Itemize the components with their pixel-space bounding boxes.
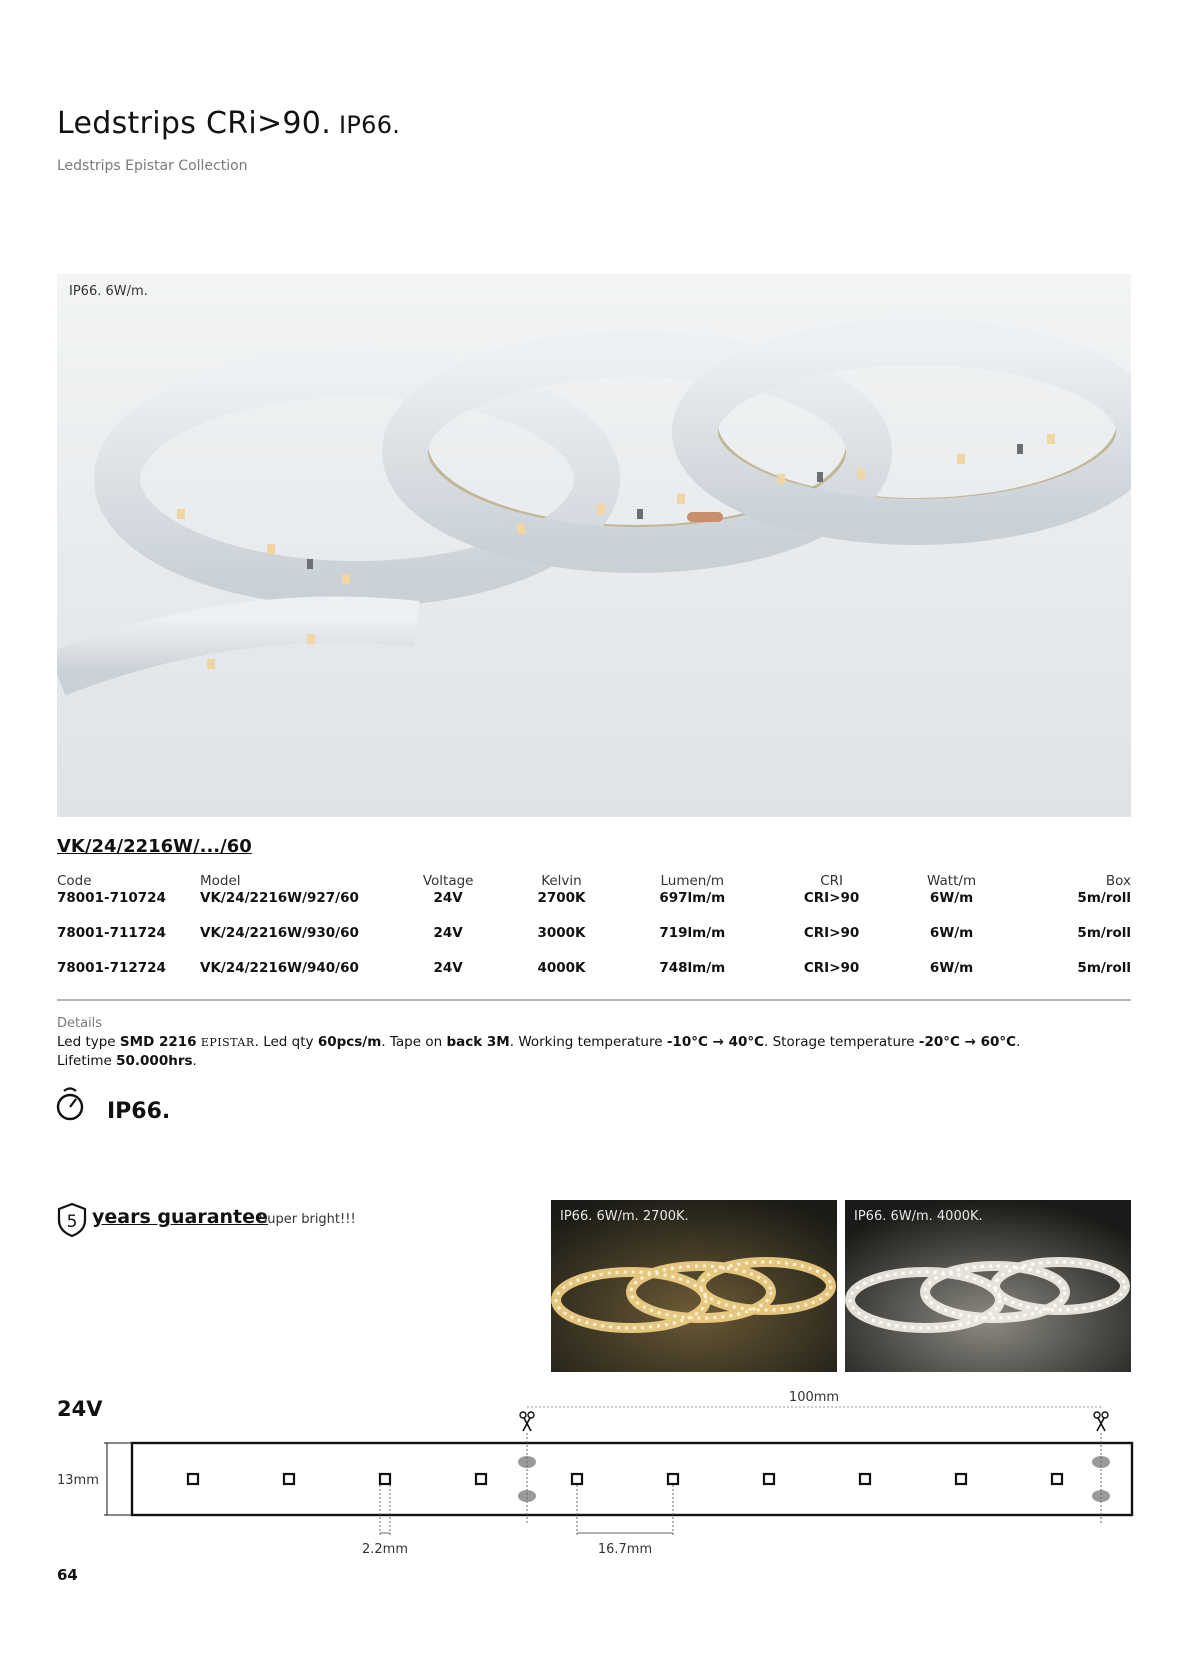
hero-product-photo	[57, 274, 1131, 817]
col-header-voltage: Voltage	[422, 873, 474, 889]
tape-value: back 3M	[446, 1034, 510, 1050]
cell-voltage: 24V	[433, 890, 463, 906]
strip-dimension-diagram	[57, 1385, 1137, 1555]
cell-cri: CRI>90	[803, 890, 860, 906]
ledstrip-coils-illustration	[57, 274, 1131, 817]
guarantee-tagline: Super bright!!!	[259, 1212, 356, 1227]
collection-subtitle: Ledstrips Epistar Collection	[57, 158, 248, 174]
solder-pads	[518, 1456, 1110, 1502]
cell-watt: 6W/m	[929, 890, 974, 906]
shield-icon	[56, 1202, 88, 1238]
thumbnail-4000k	[845, 1200, 1131, 1372]
cell-code: 78001-710724	[57, 890, 166, 906]
cell-kelvin: 2700K	[537, 890, 586, 906]
details-text-part: . Led qty	[254, 1034, 318, 1050]
led-qty-value: 60pcs/m	[317, 1034, 382, 1050]
cell-lumen: 719lm/m	[659, 925, 726, 941]
cell-cri: CRI>90	[803, 925, 860, 941]
working-temp-value: -10°C → 40°C	[666, 1034, 765, 1050]
spec-table	[57, 872, 1131, 995]
col-header-model: Model	[200, 873, 241, 889]
table-row	[57, 960, 1131, 995]
led-chips	[188, 1474, 1062, 1484]
led-type-value: SMD 2216	[119, 1034, 197, 1050]
col-header-cri: CRI	[820, 873, 843, 889]
cell-watt: 6W/m	[929, 925, 974, 941]
table-row	[57, 925, 1131, 960]
details-text-part: .	[1016, 1034, 1021, 1050]
cell-voltage: 24V	[433, 925, 463, 941]
strip-outline	[132, 1443, 1132, 1515]
spec-table-header	[57, 872, 1131, 890]
cell-code: 78001-712724	[57, 960, 166, 976]
cell-watt: 6W/m	[929, 960, 974, 976]
thumbnail-caption: IP66. 6W/m. 2700K.	[560, 1209, 689, 1224]
cell-model: VK/24/2216W/940/60	[200, 960, 359, 976]
epistar-brand: EPISTAR	[200, 1036, 255, 1049]
cell-model: VK/24/2216W/930/60	[200, 925, 359, 941]
neutral-ledstrip-photo	[845, 1200, 1131, 1372]
col-header-lumen: Lumen/m	[660, 873, 725, 889]
cell-cri: CRI>90	[803, 960, 860, 976]
thumbnail-2700k	[551, 1200, 837, 1372]
details-text-part: .	[192, 1053, 197, 1069]
title-sep: .	[321, 106, 332, 141]
page-title	[57, 106, 400, 141]
cell-kelvin: 4000K	[537, 960, 586, 976]
title-main: Ledstrips CRi>90	[57, 106, 322, 141]
col-header-watt: Watt/m	[927, 873, 977, 889]
details-text-part: . Storage temperature	[764, 1034, 919, 1050]
details-text-part: Led type	[57, 1034, 120, 1050]
details-text-part: . Working temperature	[509, 1034, 667, 1050]
guarantee-years: 5	[66, 1212, 78, 1232]
scissors-icon	[520, 1412, 534, 1431]
details-text	[57, 1033, 1131, 1070]
scissors-icon	[1094, 1412, 1108, 1431]
hero-caption: IP66. 6W/m.	[69, 284, 148, 299]
led-pitch-label: 16.7mm	[597, 1542, 653, 1555]
ip-rating-label: IP66.	[107, 1099, 171, 1124]
cell-voltage: 24V	[433, 960, 463, 976]
storage-temp-value: -20°C → 60°C	[918, 1034, 1017, 1050]
details-text-part: . Tape on	[381, 1034, 447, 1050]
col-header-code: Code	[57, 873, 92, 889]
thumbnail-caption: IP66. 6W/m. 4000K.	[854, 1209, 983, 1224]
title-sub: IP66.	[331, 111, 401, 139]
cell-code: 78001-711724	[57, 925, 166, 941]
ip-rating-icon	[55, 1085, 85, 1121]
led-width-label: 2.2mm	[361, 1542, 409, 1555]
lifetime-value: 50.000hrs	[116, 1053, 193, 1069]
cell-box: 5m/roll	[1077, 960, 1131, 976]
cell-lumen: 697lm/m	[659, 890, 726, 906]
cut-length-label: 100mm	[788, 1390, 840, 1405]
cell-kelvin: 3000K	[537, 925, 586, 941]
col-header-kelvin: Kelvin	[541, 873, 582, 889]
page-number: 64	[57, 1566, 78, 1584]
section-divider	[57, 999, 1131, 1001]
table-row	[57, 890, 1131, 925]
details-label: Details	[57, 1016, 103, 1031]
cell-box: 5m/roll	[1077, 925, 1131, 941]
col-header-box: Box	[1105, 873, 1131, 889]
voltage-label: 24V	[57, 1397, 103, 1421]
cell-lumen: 748lm/m	[659, 960, 726, 976]
guarantee-text: years guarantee	[92, 1206, 268, 1228]
details-text-part: Lifetime	[57, 1053, 117, 1069]
cell-model: VK/24/2216W/927/60	[200, 890, 359, 906]
warm-ledstrip-photo	[551, 1200, 837, 1372]
cell-box: 5m/roll	[1077, 890, 1131, 906]
strip-height-label: 13mm	[57, 1473, 99, 1488]
model-heading: VK/24/2216W/.../60	[57, 836, 252, 857]
